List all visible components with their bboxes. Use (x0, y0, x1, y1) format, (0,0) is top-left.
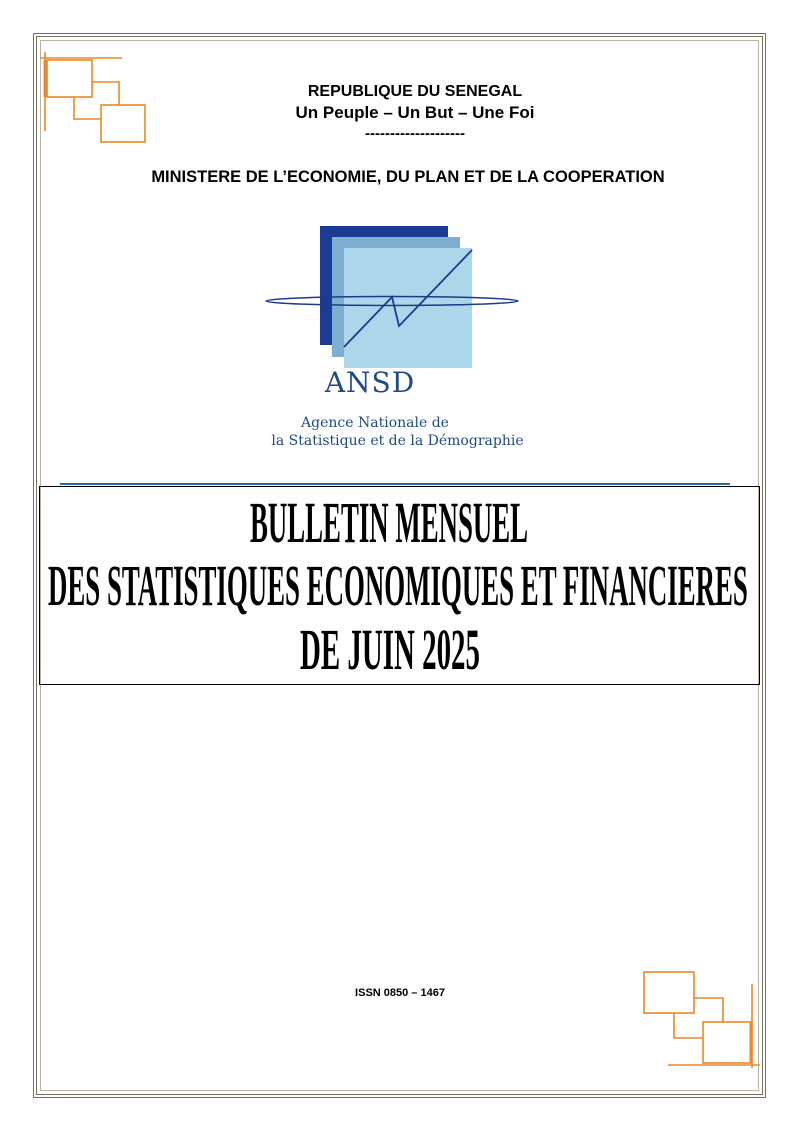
logo-square-light (344, 248, 472, 368)
ministry-name: MINISTERE DE L’ECONOMIE, DU PLAN ET DE LA COOPERATION (151, 168, 665, 186)
country-name: REPUBLIQUE DU SENEGAL (307, 83, 523, 100)
title-line-1: BULLETIN MENSUEL (250, 490, 529, 555)
logo-name-line2: la Statistique et de la Démographie (271, 433, 524, 449)
header-separator: -------------------- (365, 125, 465, 142)
corner-ornament-bottom-right (600, 960, 800, 1120)
issn-number: ISSN 0850 – 1467 (355, 987, 445, 999)
title-line-2: DES STATISTIQUES ECONOMIQUES ET FINANCIERES (48, 553, 748, 618)
divider-line (60, 483, 730, 485)
national-motto: Un Peuple – Un But – Une Foi (295, 103, 535, 122)
logo-acronym: ANSD (324, 366, 416, 399)
ansd-logo (260, 220, 530, 370)
logo-name-line1: Agence Nationale de (301, 415, 449, 431)
title-line-3: DE JUIN 2025 (300, 617, 480, 682)
